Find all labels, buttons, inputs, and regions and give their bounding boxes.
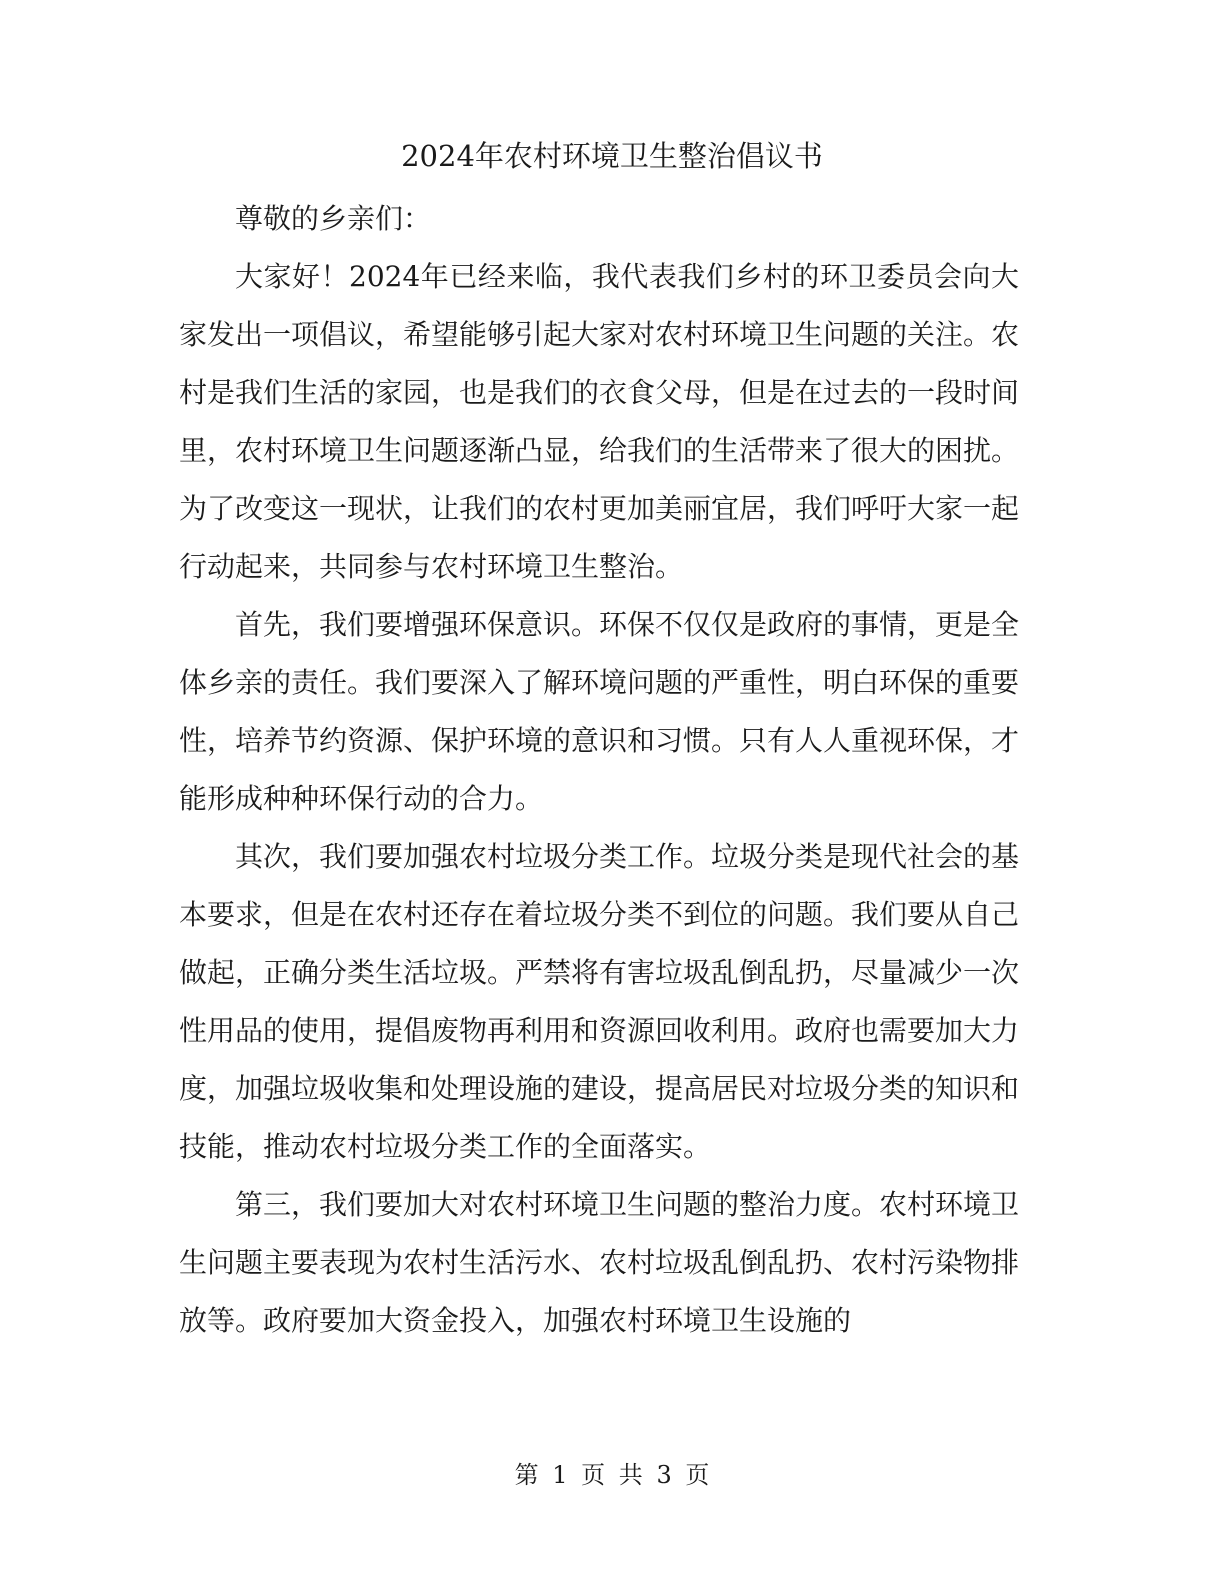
paragraph-intro: 大家好！2024年已经来临，我代表我们乡村的环卫委员会向大家发出一项倡议，希望能够引起大家对农村环境卫生问题的关注。农村是我们生活的家园，也是我们的衣食父母，但是在过去的一段时间里，农村环境卫生问题逐渐凸显，给我们的生活带来了很大的困扰。为了改变这一现状，让我们的农村更加美丽宜居，我们呼吁大家一起行动起来，共同参与农村环境卫生整治。 bbox=[179, 260, 1020, 583]
document-body bbox=[179, 190, 1019, 1350]
page-footer: 第 1 页 共 3 页 bbox=[514, 1461, 710, 1489]
paragraph-first: 首先，我们要增强环保意识。环保不仅仅是政府的事情，更是全体乡亲的责任。我们要深入了解环境问题的严重性，明白环保的重要性，培养节约资源、保护环境的意识和习惯。只有人人重视环保，才能形成种种环保行动的合力。 bbox=[179, 608, 1020, 815]
paragraph-second: 其次，我们要加强农村垃圾分类工作。垃圾分类是现代社会的基本要求，但是在农村还存在着垃圾分类不到位的问题。我们要从自己做起，正确分类生活垃圾。严禁将有害垃圾乱倒乱扔，尽量减少一次性用品的使用，提倡废物再利用和资源回收利用。政府也需要加大力度，加强垃圾收集和处理设施的建设，提高居民对垃圾分类的知识和技能，推动农村垃圾分类工作的全面落实。 bbox=[179, 840, 1020, 1163]
document-title: 2024年农村环境卫生整治倡议书 bbox=[401, 139, 823, 173]
salutation: 尊敬的乡亲们： bbox=[235, 202, 432, 235]
paragraph-third: 第三，我们要加大对农村环境卫生问题的整治力度。农村环境卫生问题主要表现为农村生活污水、农村垃圾乱倒乱扔、农村污染物排放等。政府要加大资金投入，加强农村环境卫生设施的 bbox=[179, 1188, 1020, 1337]
